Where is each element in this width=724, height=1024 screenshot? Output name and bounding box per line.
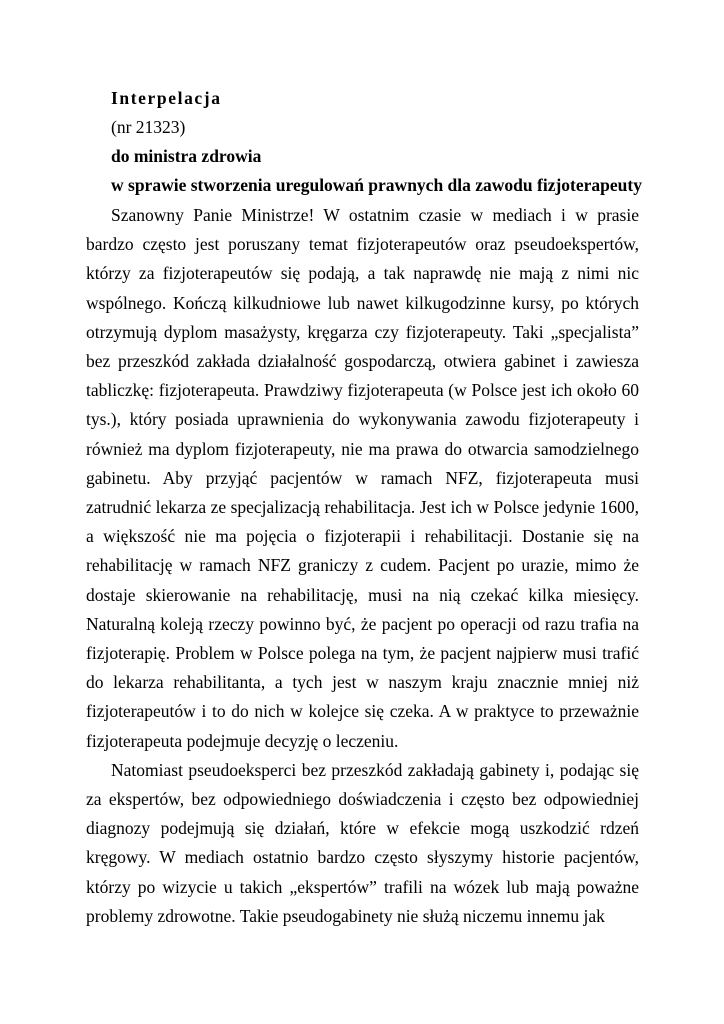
body-text	[86, 201, 639, 931]
addressee: do ministra zdrowia	[111, 146, 262, 166]
body-paragraph: Natomiast pseudoeksperci bez przeszkód zakładają gabinety i, podając się za ekspertów, bez odpowiedniego doświadczenia i często bez odpowiedniej diagnozy podejmują się działań, które w efekcie mogą uszkodzić rdzeń kręgowy. W mediach ostatnio bardzo często słyszymy historie pacjentów, którzy po wizycie u takich „ekspertów” trafili na wózek lub mają poważne problemy zdrowotne. Takie pseudogabinety nie służą niczemu innemu jak	[86, 759, 639, 926]
interpellation-number: (nr 21323)	[111, 117, 186, 137]
document-title: Interpelacja	[111, 88, 222, 108]
body-paragraph: Szanowny Panie Ministrze! W ostatnim czasie w mediach i w prasie bardzo często jest poruszany temat fizjoterapeutów oraz pseudoekspertów, którzy za fizjoterapeutów się podają, a tak naprawdę nie mają z nimi nic wspólnego. Kończą kilkudniowe lub nawet kilkugodzinne kursy, po których otrzymują dyplom masażysty, kręgarza czy fizjoterapeuty. Taki „specjalista” bez przeszkód zakłada działalność gospodarczą, otwiera gabinet i zawiesza tabliczkę: fizjoterapeuta. Prawdziwy fizjoterapeuta (w Polsce jest ich około 60 tys.), który posiada uprawnienia do wykonywania zawodu fizjoterapeuty i również ma dyplom fizjoterapeuty, nie ma prawa do otwarcia samodzielnego gabinetu. Aby przyjąć pacjentów w ramach NFZ, fizjoterapeuta musi zatrudnić lekarza ze specjalizacją rehabilitacja. Jest ich w Polsce jedynie 1600, a większość nie ma pojęcia o fizjoterapii i rehabilitacji. Dostanie się na rehabilitację w ramach NFZ graniczy z cudem. Pacjent po urazie, mimo że dostaje skierowanie na rehabilitację, musi na nią czekać kilka miesięcy. Naturalną koleją rzeczy powinno być, że pacjent po operacji od razu trafia na fizjoterapię. Problem w Polsce polega na tym, że pacjent najpierw musi trafić do lekarza rehabilitanta, a tych jest w naszym kraju znacznie mniej niż fizjoterapeutów i to do nich w kolejce się czeka. A w praktyce to przeważnie fizjoterapeuta podejmuje decyzję o leczeniu.	[86, 205, 639, 751]
subject-line: w sprawie stworzenia uregulowań prawnych dla zawodu fizjoterapeuty	[111, 175, 642, 195]
